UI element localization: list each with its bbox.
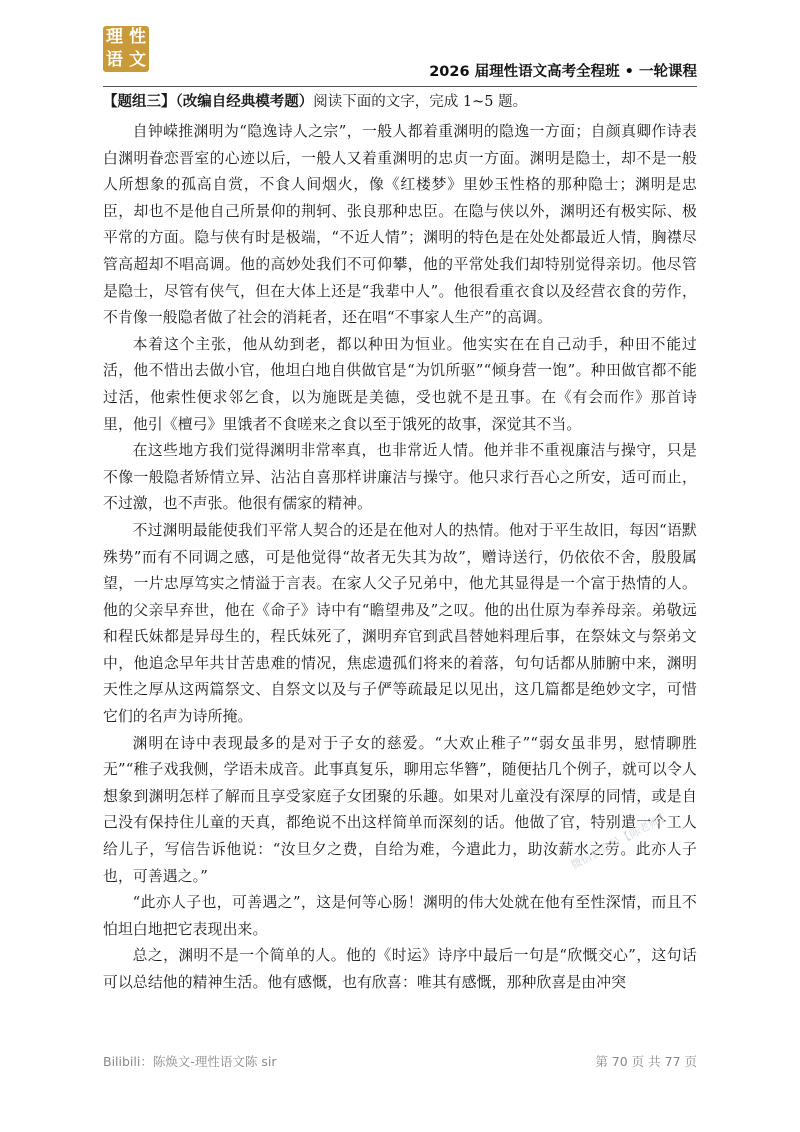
logo-char: 语 — [106, 50, 123, 70]
brand-logo — [103, 26, 149, 72]
question-intro — [103, 89, 697, 115]
paragraph-1: 自钟嵘推渊明为“隐逸诗人之宗”，一般人都着重渊明的隐逸一方面；自颜真卿作诗表白渊明眷恋晋室的心迹以后，一般人又着重渊明的忠贞一方面。渊明是隐士，却不是一般人所想象的孤高自赏，不食人间烟火，像《红楼梦》里妙玉性格的那种隐士；渊明是忠臣，却也不是他自己所景仰的荆轲、张良那种忠臣。在隐与侠以外，渊明还有极实际、极平常的方面。隐与侠有时是极端，“不近人情”；渊明的特色是在处处都最近人情，胸襟尽管高超却不唱高调。他的高妙处我们不可仰攀，他的平常处我们却特别觉得亲切。他尽管是隐士，尽管有侠气，但在大体上还是“我辈中人”。他很看重衣食以及经营衣食的劳作，不肯像一般隐者做了社会的消耗者，还在唱“不事家人生产”的高调。 — [103, 123, 697, 327]
paragraph-5: 渊明在诗中表现最多的是对于子女的慈爱。“大欢止稚子”“弱女虽非男，慰情聊胜无”“稚子戏我侧，学语未成音。此事真复乐，聊用忘华簪”，随便拈几个例子，就可以令人想象到渊明怎样了解而且享受家庭子女团聚的乐趣。如果对儿童没有深厚的同情，或是自己没有保持住儿童的天真，都绝说不出这样简单而深刻的话。他做了官，特别遣一个工人给儿子，写信告诉他说：“汝旦夕之费，自给为难，今遣此力，助汝薪水之劳。此亦人子也，可善遇之。” — [103, 734, 697, 885]
page-number: 第 70 页 共 77 页 — [595, 1054, 697, 1069]
paragraph-7: 总之，渊明不是一个简单的人。他的《时运》诗序中最后一句是“欣慨交心”，这句话可以总结他的精神生活。他有感慨，也有欣喜：唯其有感慨，那种欣喜是由冲突 — [103, 947, 697, 991]
logo-char: 性 — [129, 27, 146, 47]
document-body — [103, 89, 697, 997]
footer-source: Bilibili：陈焕文-理性语文陈 sir — [103, 1054, 277, 1069]
paragraph-3: 在这些地方我们觉得渊明非常率真，也非常近人情。他并非不重视廉洁与操守，只是不像一般隐者矫情立异、沾沾自喜那样讲廉洁与操守。他只求行吾心之所安，适可而止，不过激，也不声张。他很有儒家的精神。 — [103, 442, 697, 513]
paragraph-6: “此亦人子也，可善遇之”，这是何等心肠！渊明的伟大处就在他有至性深情，而且不怕坦白地把它表现出来。 — [103, 894, 697, 938]
paragraph-4: 不过渊明最能使我们平常人契合的还是在他对人的热情。他对于平生故旧，每因“语默殊势”而有不同调之感，可是他觉得“故者无失其为故”，赠诗送行，仍依依不舍，殷殷属望，一片忠厚笃实之情溢于言表。在家人父子兄弟中，他尤其显得是一个富于热情的人。他的父亲早弃世，他在《命子》诗中有“瞻望弗及”之叹。他的出仕原为奉养母亲。弟敬远和程氏妹都是异母生的，程氏妹死了，渊明弃官到武昌替她料理后事，在祭妹文与祭弟文中，他追念早年共甘苦患难的情况，焦虑遗孤们将来的着落，句句话都从肺腑中来，渊明天性之厚从这两篇祭文、自祭文以及与子俨等疏最足以见出，这几篇都是绝妙文字，可惜它们的名声为诗所掩。 — [103, 521, 697, 726]
course-title: 2026 届理性语文高考全程班 • 一轮课程 — [429, 64, 697, 80]
question-instruction: 阅读下面的文字，完成 1~5 题。 — [313, 94, 528, 110]
watermark: 微信公众号【陈老师】 — [568, 808, 672, 873]
question-group-tag: 【题组三】（改编自经典模考题） — [103, 94, 314, 110]
header-divider — [103, 86, 697, 87]
logo-char: 文 — [129, 50, 146, 70]
logo-char: 理 — [106, 27, 123, 47]
paragraph-2: 本着这个主张，他从幼到老，都以种田为恒业。他实实在在自己动手，种田不能过活，他不惜出去做小官，他坦白地自供做官是“为饥所驱”“倾身营一饱”。种田做官都不能过活，他索性便求邻乞食，以为施既是美德，受也就不是丑事。在《有会而作》那首诗里，他引《檀弓》里饿者不食嗟来之食以至于饿死的故事，深觉其不当。 — [103, 335, 697, 433]
